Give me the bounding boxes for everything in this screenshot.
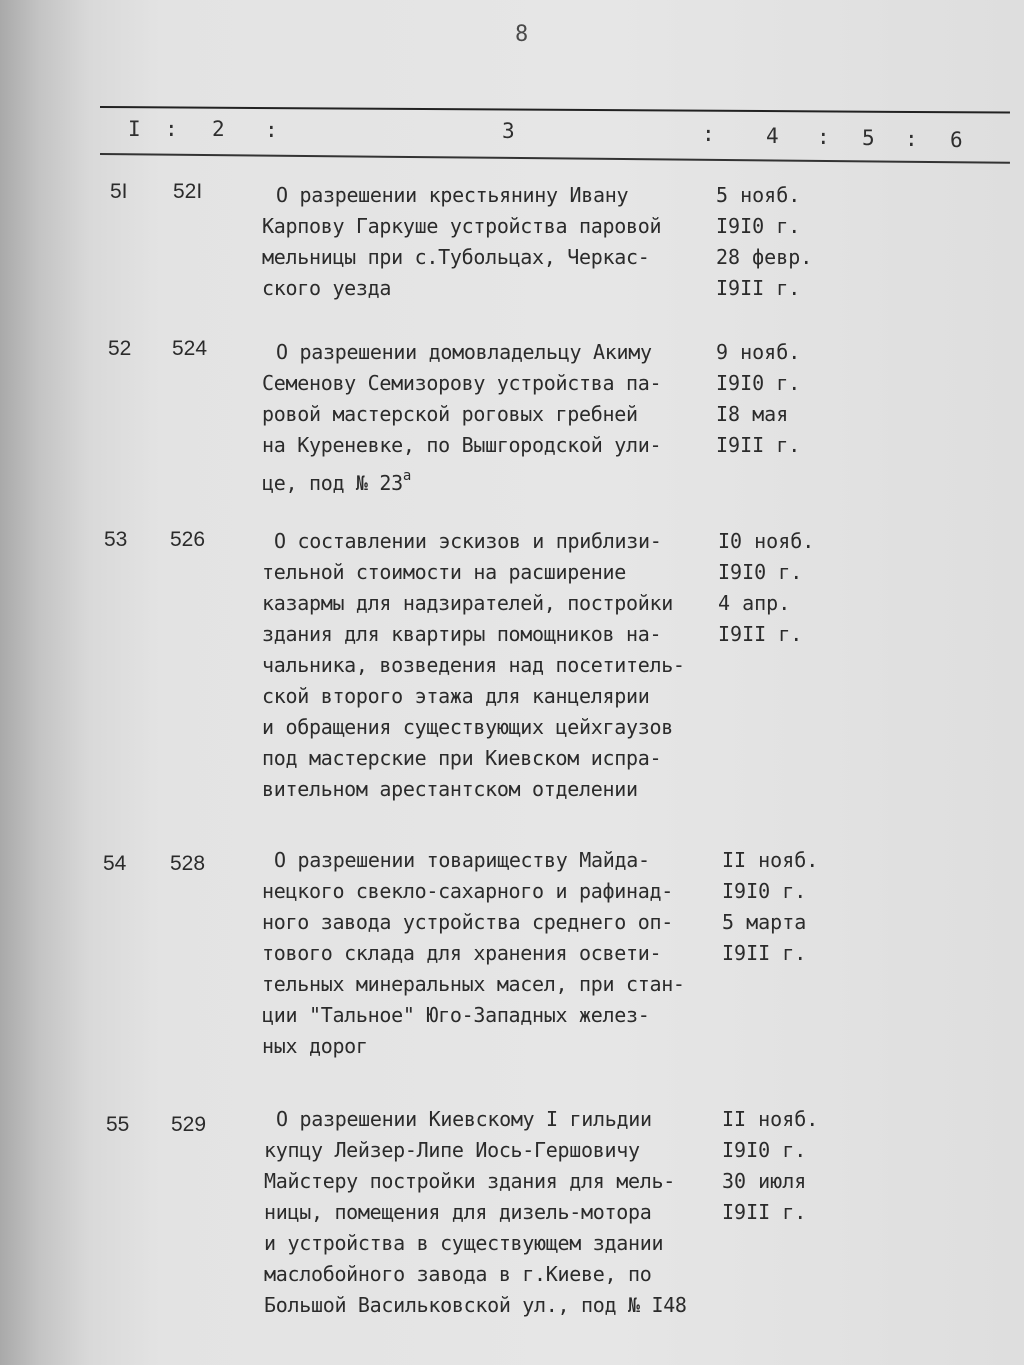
row-dates [722, 845, 832, 969]
description-line: на Куреневке, по Вышгородской ули- [262, 433, 662, 457]
description-line: и устройства в существующем здании [264, 1231, 664, 1255]
row-dates [722, 1104, 832, 1228]
description-line: ного завода устройства среднего оп- [262, 910, 673, 934]
date-line: 28 февр. [716, 245, 813, 269]
file-number: 524 [172, 337, 208, 360]
date-line: I9I0 г. [716, 371, 801, 395]
row-description [262, 845, 722, 1062]
file-number: 528 [170, 852, 206, 875]
description-line: О разрешении крестьянину Ивану [276, 183, 629, 207]
date-line: 5 нояб. [716, 183, 801, 207]
header-bottom-rule [100, 153, 1010, 163]
date-line: I8 мая [716, 402, 789, 426]
row-dates [716, 180, 826, 304]
description-line: вительном арестантском отделении [262, 777, 638, 801]
description-line: ского уезда [262, 276, 392, 300]
header-col3: 3 [502, 119, 515, 143]
date-line: II нояб. [722, 1107, 819, 1131]
header-col6: 6 [950, 128, 963, 152]
header-sep2: : [265, 118, 278, 142]
row-number: 53 [104, 528, 128, 551]
header-sep4: : [817, 125, 830, 149]
file-number: 526 [170, 528, 206, 551]
date-line: 30 июля [722, 1169, 807, 1193]
description-line: ницы, помещения для дизель-мотора [264, 1200, 652, 1224]
description-line: ных дорог [262, 1034, 368, 1058]
date-line: I9I0 г. [716, 214, 801, 238]
date-line: I9II г. [718, 622, 803, 646]
description-line: под мастерские при Киевском испра- [262, 746, 662, 770]
date-line: 5 марта [722, 910, 807, 934]
address-superscript: а [402, 468, 412, 484]
row-number: 5I [110, 180, 128, 203]
row-description [262, 526, 717, 805]
row-description [262, 337, 707, 495]
row-number: 52 [108, 337, 132, 360]
description-line: казармы для надзирателей, постройки [262, 591, 673, 615]
row-number: 54 [103, 852, 127, 875]
description-line: Большой Васильковской ул., под № I48 [264, 1293, 687, 1317]
date-line: 9 нояб. [716, 340, 801, 364]
date-line: I9II г. [716, 433, 801, 457]
description-line: нецкого свекло-сахарного и рафинад- [262, 879, 673, 903]
description-line: Карпову Гаркуше устройства паровой [262, 214, 662, 238]
date-line: I0 нояб. [718, 529, 815, 553]
file-number: 52I [173, 180, 203, 203]
row-dates [718, 526, 828, 650]
description-line: маслобойного завода в г.Киеве, по [264, 1262, 652, 1286]
description-line: О составлении эскизов и приблизи- [274, 529, 662, 553]
date-line: I9I0 г. [722, 1138, 807, 1162]
address-text: це, под № 23 [262, 471, 403, 495]
description-line: О разрешении товариществу Майда- [274, 848, 650, 872]
header-sep1: : [165, 117, 178, 141]
header-col5: 5 [862, 126, 875, 150]
header-sep5: : [905, 127, 918, 151]
page-number: 8 [515, 22, 529, 47]
row-description [262, 180, 707, 304]
header-col4: 4 [766, 124, 779, 148]
header-col2: 2 [212, 117, 225, 141]
date-line: I9I0 г. [722, 879, 807, 903]
header-col1: I [128, 117, 141, 141]
description-line: тельных минеральных масел, при стан- [262, 972, 685, 996]
file-number: 529 [171, 1113, 207, 1136]
description-line: тового склада для хранения освети- [262, 941, 662, 965]
description-line: тельной стоимости на расширение [262, 560, 626, 584]
description-line: здания для квартиры помощников на- [262, 622, 662, 646]
date-line: I9II г. [722, 1200, 807, 1224]
description-line: Майстеру постройки здания для мель- [264, 1169, 675, 1193]
description-line: мельницы при с.Тубольцах, Черкас- [262, 245, 650, 269]
date-line: 4 апр. [718, 591, 791, 615]
date-line: I9I0 г. [718, 560, 803, 584]
date-line: I9II г. [722, 941, 807, 965]
row-number: 55 [106, 1113, 130, 1136]
header-sep3: : [702, 122, 715, 146]
description-line: ровой мастерской роговых гребней [262, 402, 638, 426]
description-line [262, 461, 707, 495]
description-line: О разрешении Киевскому I гильдии [276, 1107, 652, 1131]
description-line: чальника, возведения над посетитель- [262, 653, 685, 677]
date-line: II нояб. [722, 848, 819, 872]
description-line: Семенову Семизорову устройства па- [262, 371, 662, 395]
date-line: I9II г. [716, 276, 801, 300]
row-dates [716, 337, 826, 461]
description-line: ской второго этажа для канцелярии [262, 684, 650, 708]
description-line: О разрешении домовладельцу Акиму [276, 340, 652, 364]
description-line: купцу Лейзер-Липе Иось-Гершовичу [264, 1138, 640, 1162]
header-top-rule [100, 106, 1010, 114]
description-line: и обращения существующих цейхгаузов [262, 715, 673, 739]
row-description [264, 1104, 724, 1321]
description-line: ции "Тальное" Юго-Западных желез- [262, 1003, 650, 1027]
